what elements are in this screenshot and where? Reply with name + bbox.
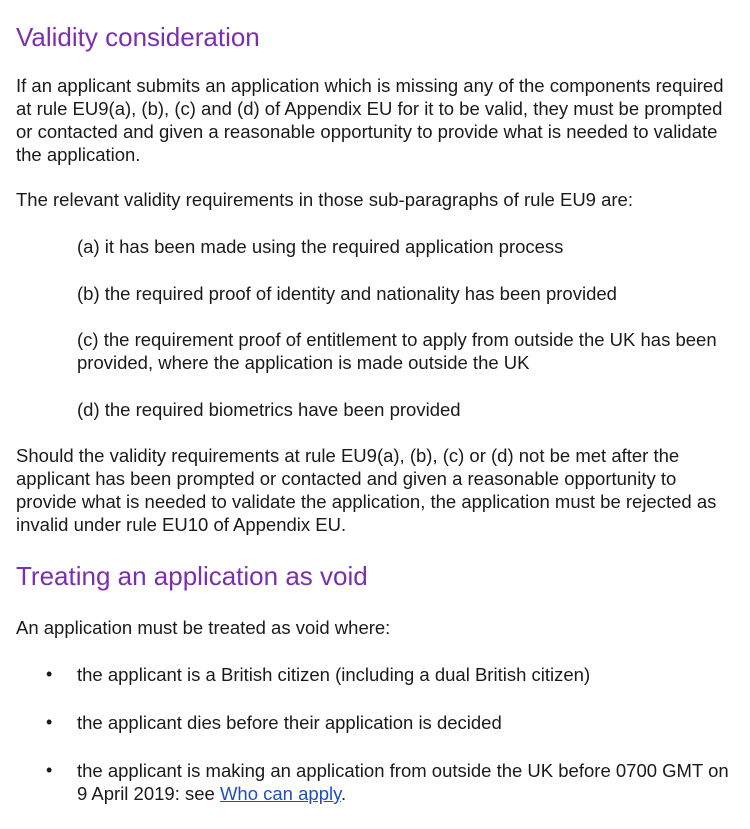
requirement-b: (b) the required proof of identity and nationality has been provided [77, 283, 617, 304]
requirement-a: (a) it has been made using the required application process [77, 236, 564, 257]
void-conditions-list [16, 663, 734, 805]
list-item-end: . [340, 783, 347, 804]
heading-treating-void: Treating an application as void [16, 561, 368, 591]
paragraph-validity-lead: The relevant validity requirements in those sub-paragraphs of rule EU9 are: [16, 189, 633, 210]
who-can-apply-link[interactable]: Who can apply [219, 783, 341, 804]
bullet-icon: • [46, 760, 53, 780]
list-item [16, 663, 734, 686]
list-item [16, 711, 734, 734]
bullet-icon: • [46, 664, 53, 684]
requirement-d: (d) the required biometrics have been provided [77, 399, 461, 420]
paragraph-void-lead: An application must be treated as void where: [16, 617, 391, 638]
list-item-text: the applicant dies before their application is decided [77, 712, 502, 733]
heading-validity-consideration: Validity consideration [16, 22, 260, 52]
paragraph-validity-intro: If an applicant submits an application which is missing any of the components required at rule EU9(a), (b), (c) and (d) of Appendix EU for it to be valid, they must be prompted or contacted and given a reasonable opportunity to provide what is needed to validate the application. [16, 75, 724, 165]
list-item-text: the applicant is making an application from outside the UK before 0700 GMT on 9 April 2019: see [77, 760, 729, 804]
requirement-c: (c) the requirement proof of entitlement to apply from outside the UK has been provided, where the application is made outside the UK [77, 329, 717, 373]
bullet-icon: • [46, 712, 53, 732]
list-item [16, 759, 734, 805]
paragraph-validity-conclusion: Should the validity requirements at rule EU9(a), (b), (c) or (d) not be met after the applicant has been prompted or contacted and given a reasonable opportunity to provide what is needed to validate the application, the application must be rejected as invalid under rule EU10 of Appendix EU. [16, 445, 717, 535]
list-item-text: the applicant is a British citizen (including a dual British citizen) [77, 664, 591, 685]
